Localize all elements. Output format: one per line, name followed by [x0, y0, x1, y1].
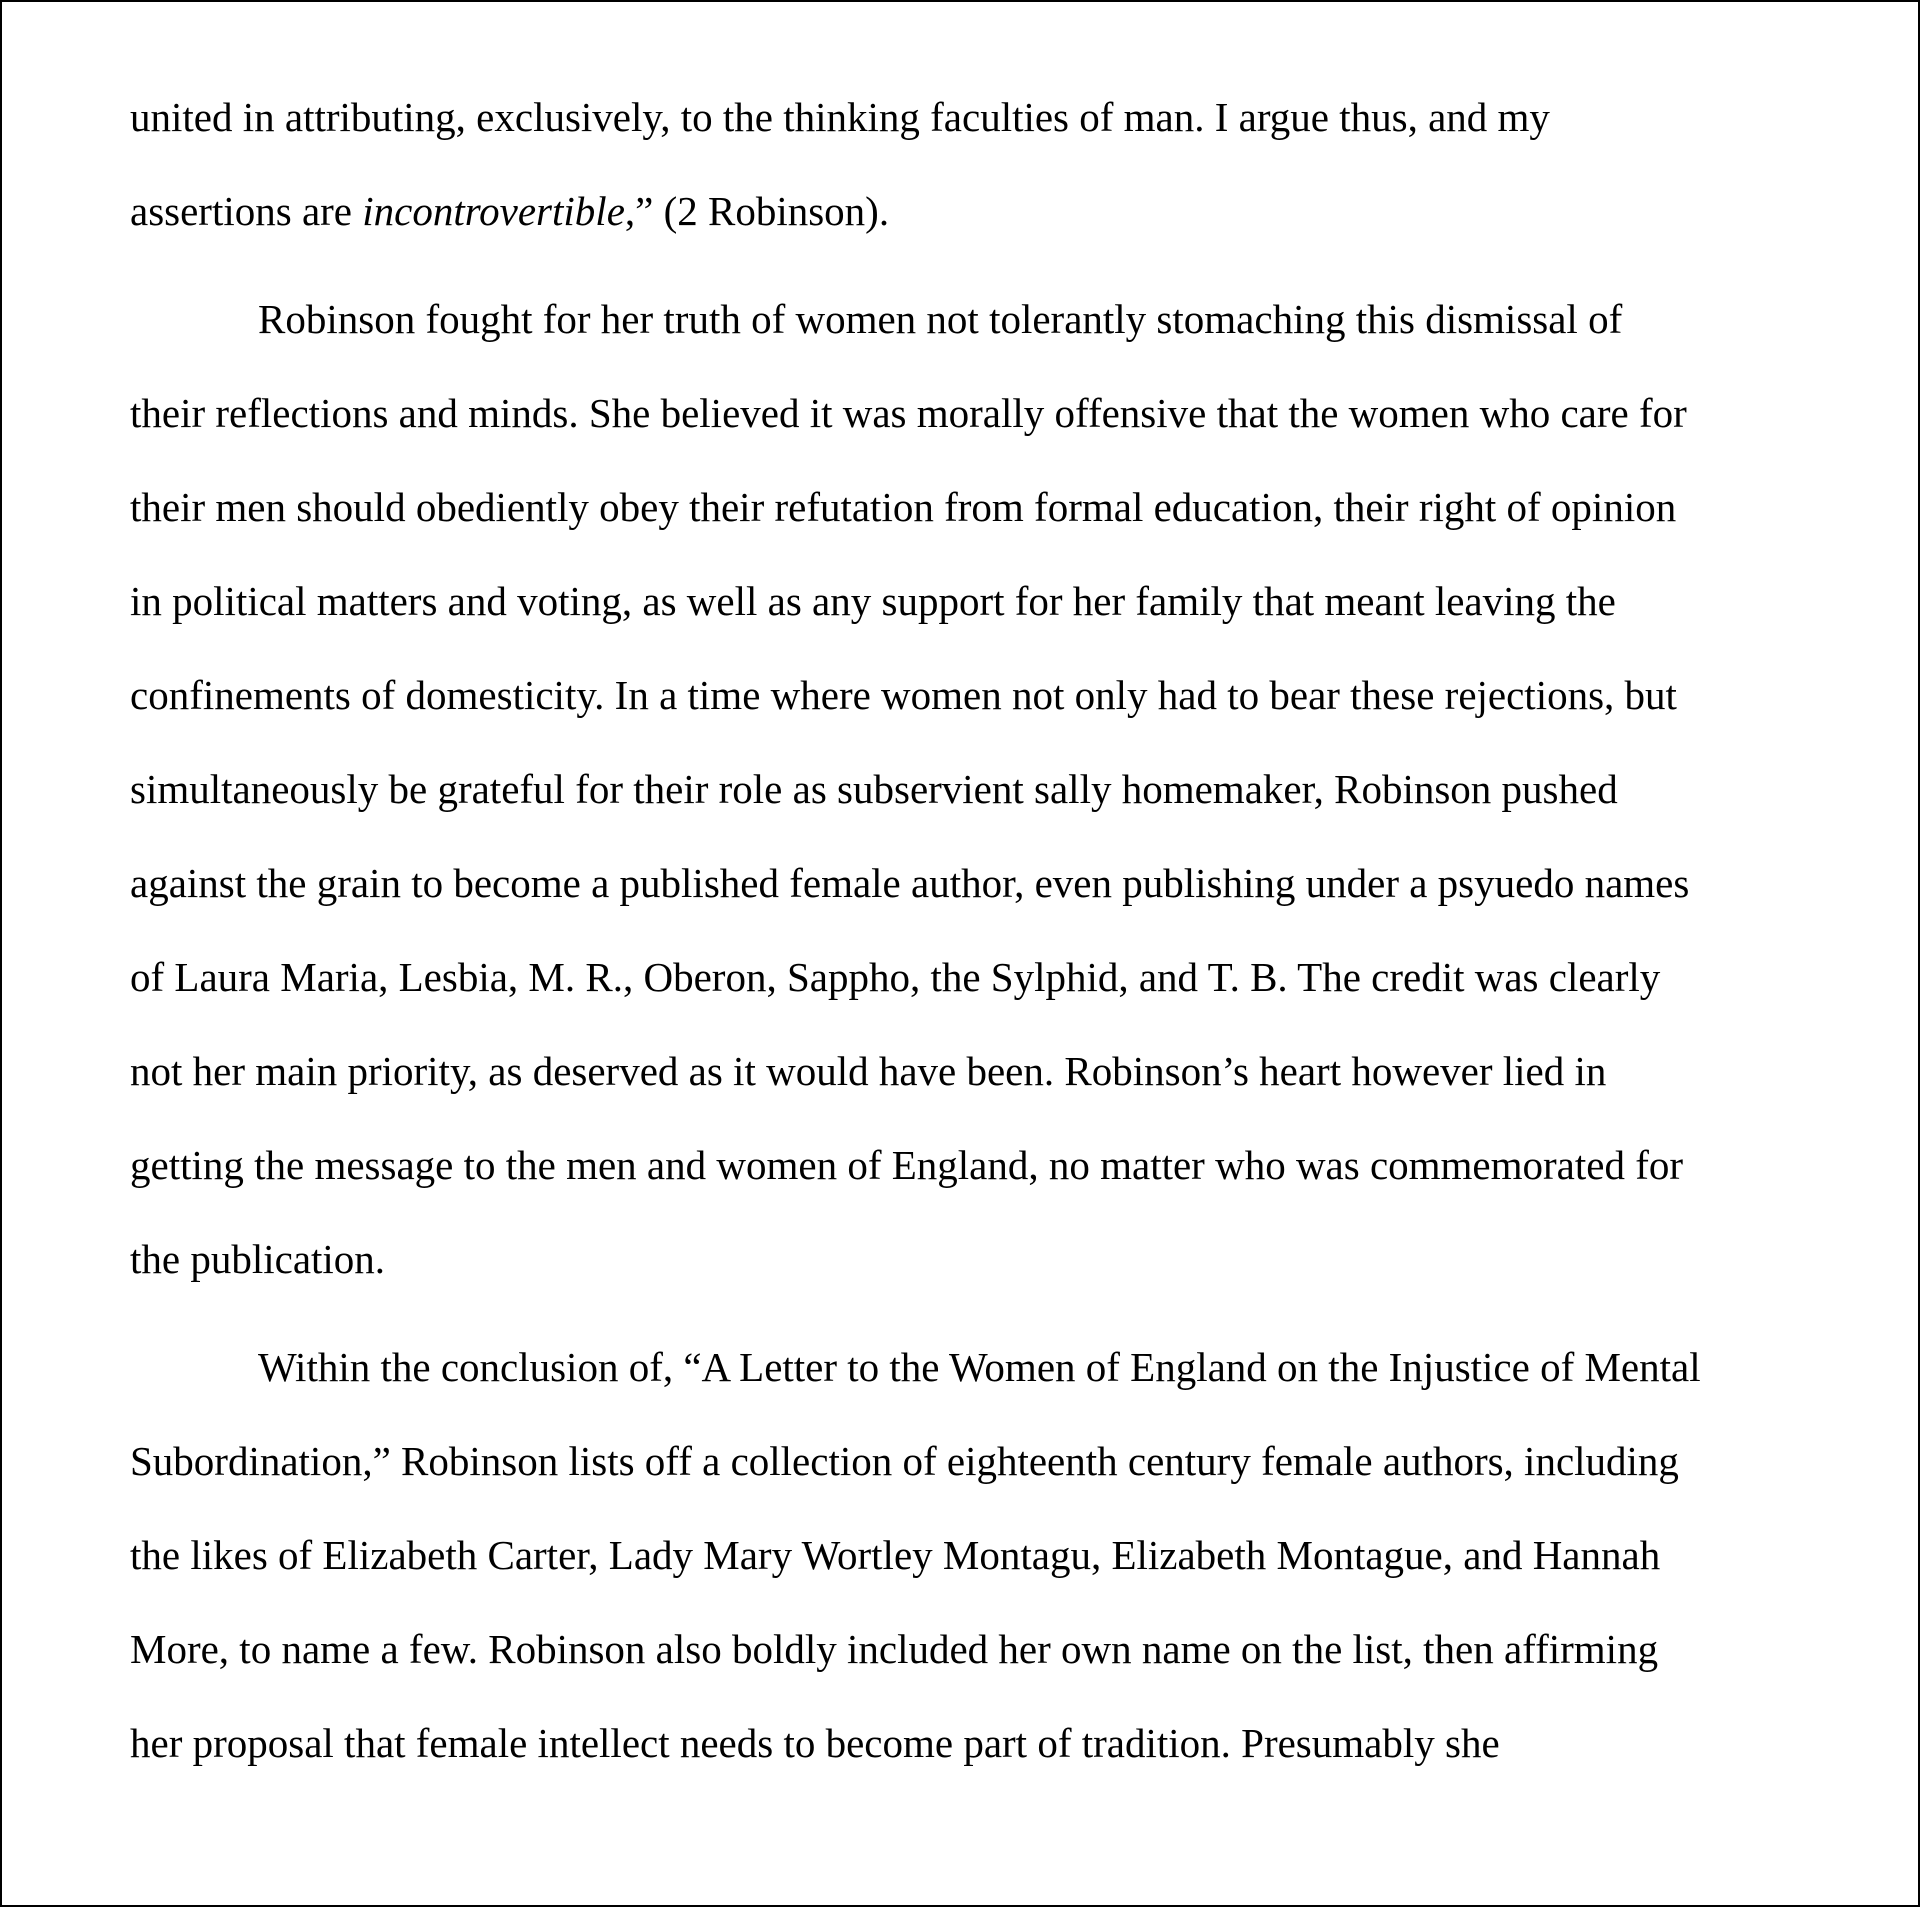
citation-text: ,” (2 Robinson).: [624, 188, 890, 234]
paragraph-2: [130, 294, 1850, 1328]
paragraph-1: [130, 92, 1850, 280]
text-line: united in attributing, exclusively, to the thinking faculties of man. I argue thus, and my: [130, 94, 1550, 140]
text-line: getting the message to the men and women of England, no matter who was commemorated for: [130, 1142, 1684, 1188]
document-body: [130, 92, 1850, 1812]
text-line: their reflections and minds. She believed it was morally offensive that the women who care for: [130, 390, 1687, 436]
text-line: of Laura Maria, Lesbia, M. R., Oberon, Sappho, the Sylphid, and T. B. The credit was clearly: [130, 954, 1661, 1000]
text-line: [130, 186, 1850, 280]
text-line: the likes of Elizabeth Carter, Lady Mary Wortley Montagu, Elizabeth Montague, and Hannah: [130, 1532, 1661, 1578]
text-line: not her main priority, as deserved as it would have been. Robinson’s heart however lied in: [130, 1048, 1607, 1094]
text-line: their men should obediently obey their refutation from formal education, their right of opinion: [130, 484, 1677, 530]
paragraph-3: [130, 1342, 1850, 1812]
text-line: More, to name a few. Robinson also boldly included her own name on the list, then affirming: [130, 1626, 1659, 1672]
text-line: her proposal that female intellect needs to become part of tradition. Presumably she: [130, 1720, 1500, 1766]
text-line: against the grain to become a published female author, even publishing under a psyuedo names: [130, 860, 1690, 906]
text-line-indented: Robinson fought for her truth of women not tolerantly stomaching this dismissal of: [258, 296, 1623, 342]
text-line: in political matters and voting, as well as any support for her family that meant leaving the: [130, 578, 1616, 624]
paragraph-spacing: [130, 1328, 1850, 1342]
italic-term: incontrovertible: [362, 188, 625, 234]
text-line: simultaneously be grateful for their role as subservient sally homemaker, Robinson pushed: [130, 766, 1618, 812]
text-line: Subordination,” Robinson lists off a collection of eighteenth century female authors, including: [130, 1438, 1679, 1484]
text-run: assertions are: [130, 188, 363, 234]
text-line: confinements of domesticity. In a time where women not only had to bear these rejections, but: [130, 672, 1677, 718]
paragraph-spacing: [130, 280, 1850, 294]
text-line: the publication.: [130, 1236, 386, 1282]
text-line-indented: Within the conclusion of, “A Letter to the Women of England on the Injustice of Mental: [258, 1344, 1701, 1390]
